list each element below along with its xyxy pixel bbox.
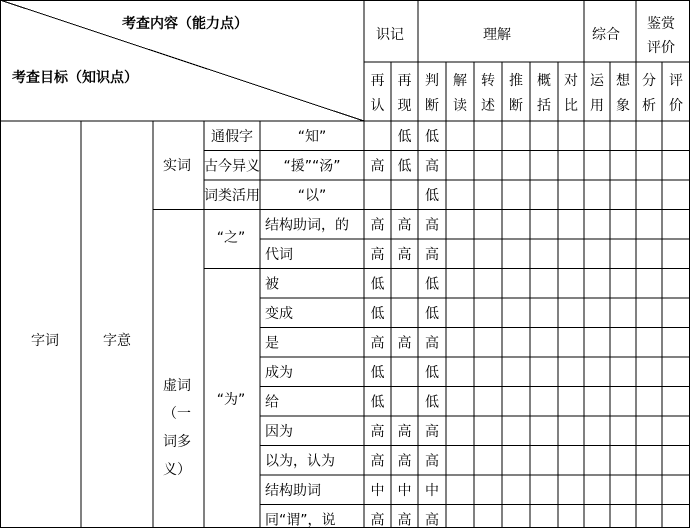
level-value: 高	[425, 453, 439, 470]
column-heading-char: 价	[669, 98, 683, 114]
column-heading-char: 读	[453, 98, 467, 114]
category-xuci-line2: （一	[163, 406, 191, 422]
row-item: 变成	[265, 305, 293, 322]
row-subcategory: 古今异义	[204, 158, 260, 175]
column-heading-char: 括	[537, 98, 551, 114]
group-recall: 识记	[376, 27, 404, 43]
level-value: 低	[370, 305, 385, 322]
group-appreciate-line2: 评价	[647, 40, 675, 56]
row-item: 被	[265, 276, 279, 293]
row-item: “援”“汤”	[283, 158, 341, 175]
level-value: 低	[425, 305, 439, 322]
group-synthesize: 综合	[592, 27, 620, 43]
level-value: 高	[370, 246, 385, 263]
level-value: 低	[370, 276, 385, 293]
row-item: 结构助词	[265, 482, 321, 499]
category-zhi: “之”	[216, 230, 246, 246]
column-heading-char: 述	[481, 98, 495, 114]
level-value: 低	[425, 276, 439, 293]
level-value: 高	[397, 512, 412, 528]
row-item: 以为，认为	[265, 453, 335, 470]
level-value: 高	[397, 217, 412, 234]
column-heading-char: 认	[370, 98, 385, 114]
level-value: 高	[425, 246, 439, 263]
column-heading-char: 再	[397, 73, 412, 89]
category-ziji: 字词	[31, 333, 59, 349]
column-heading-char: 判	[425, 73, 439, 89]
column-heading-char: 推	[509, 73, 523, 89]
level-value: 低	[370, 364, 385, 381]
content-dimension-label: 考查内容（能力点）	[122, 16, 248, 32]
column-heading-char: 断	[509, 98, 523, 114]
level-value: 高	[370, 158, 385, 175]
category-xuci-line3: 词多	[163, 434, 191, 450]
row-subcategory: 词类活用	[204, 187, 260, 204]
column-heading-char: 概	[537, 73, 551, 89]
row-item: “以”	[297, 187, 327, 204]
row-item: 代词	[265, 246, 293, 263]
level-value: 低	[397, 158, 412, 175]
level-value: 高	[425, 512, 439, 528]
level-value: 低	[397, 128, 412, 145]
column-heading-char: 析	[642, 98, 656, 114]
column-heading-char: 分	[642, 73, 656, 89]
column-heading-char: 现	[397, 98, 412, 114]
category-shici: 实词	[163, 158, 191, 174]
group-appreciate-line1: 鉴赏	[647, 16, 675, 32]
level-value: 高	[370, 453, 385, 470]
level-value: 高	[425, 423, 439, 440]
level-value: 中	[370, 482, 385, 499]
column-heading-char: 断	[425, 98, 439, 114]
level-value: 高	[397, 453, 412, 470]
level-value: 高	[370, 423, 385, 440]
level-value: 高	[425, 335, 439, 352]
level-value: 低	[370, 394, 385, 411]
level-value: 高	[397, 423, 412, 440]
column-heading-char: 解	[453, 73, 467, 89]
category-xuci-line4: 义）	[163, 462, 191, 478]
column-heading-char: 比	[564, 98, 578, 114]
level-value: 低	[425, 394, 439, 411]
level-value: 高	[397, 335, 412, 352]
level-value: 中	[425, 482, 439, 499]
category-ziyi: 字意	[103, 333, 131, 349]
row-subcategory: 通假字	[211, 128, 253, 145]
level-value: 低	[425, 187, 439, 204]
column-heading-char: 运	[590, 73, 604, 89]
column-heading-char: 对	[564, 73, 578, 89]
column-heading-char: 象	[616, 98, 630, 114]
column-heading-char: 再	[370, 73, 385, 89]
level-value: 高	[370, 512, 385, 528]
level-value: 高	[425, 217, 439, 234]
category-xuci-line1: 虚词	[163, 378, 191, 394]
column-heading-char: 转	[481, 73, 495, 89]
row-item: 结构助词，的	[265, 217, 349, 234]
column-heading-char: 用	[590, 98, 604, 114]
column-heading-char: 评	[669, 73, 683, 89]
level-value: 中	[397, 482, 412, 499]
row-item: “知”	[297, 128, 327, 145]
level-value: 高	[425, 158, 439, 175]
row-item: 是	[265, 335, 279, 352]
level-value: 高	[370, 335, 385, 352]
row-item: 给	[265, 394, 279, 411]
level-value: 低	[425, 128, 439, 145]
row-item: 同“谓”，说	[265, 512, 336, 528]
level-value: 低	[425, 364, 439, 381]
level-value: 高	[397, 246, 412, 263]
row-item: 因为	[265, 423, 293, 440]
level-value: 高	[370, 217, 385, 234]
target-dimension-label: 考查目标（知识点）	[12, 70, 138, 86]
group-understand: 理解	[483, 27, 511, 43]
column-heading-char: 想	[616, 73, 630, 89]
row-item: 成为	[265, 364, 293, 381]
category-wei: “为”	[216, 392, 246, 408]
